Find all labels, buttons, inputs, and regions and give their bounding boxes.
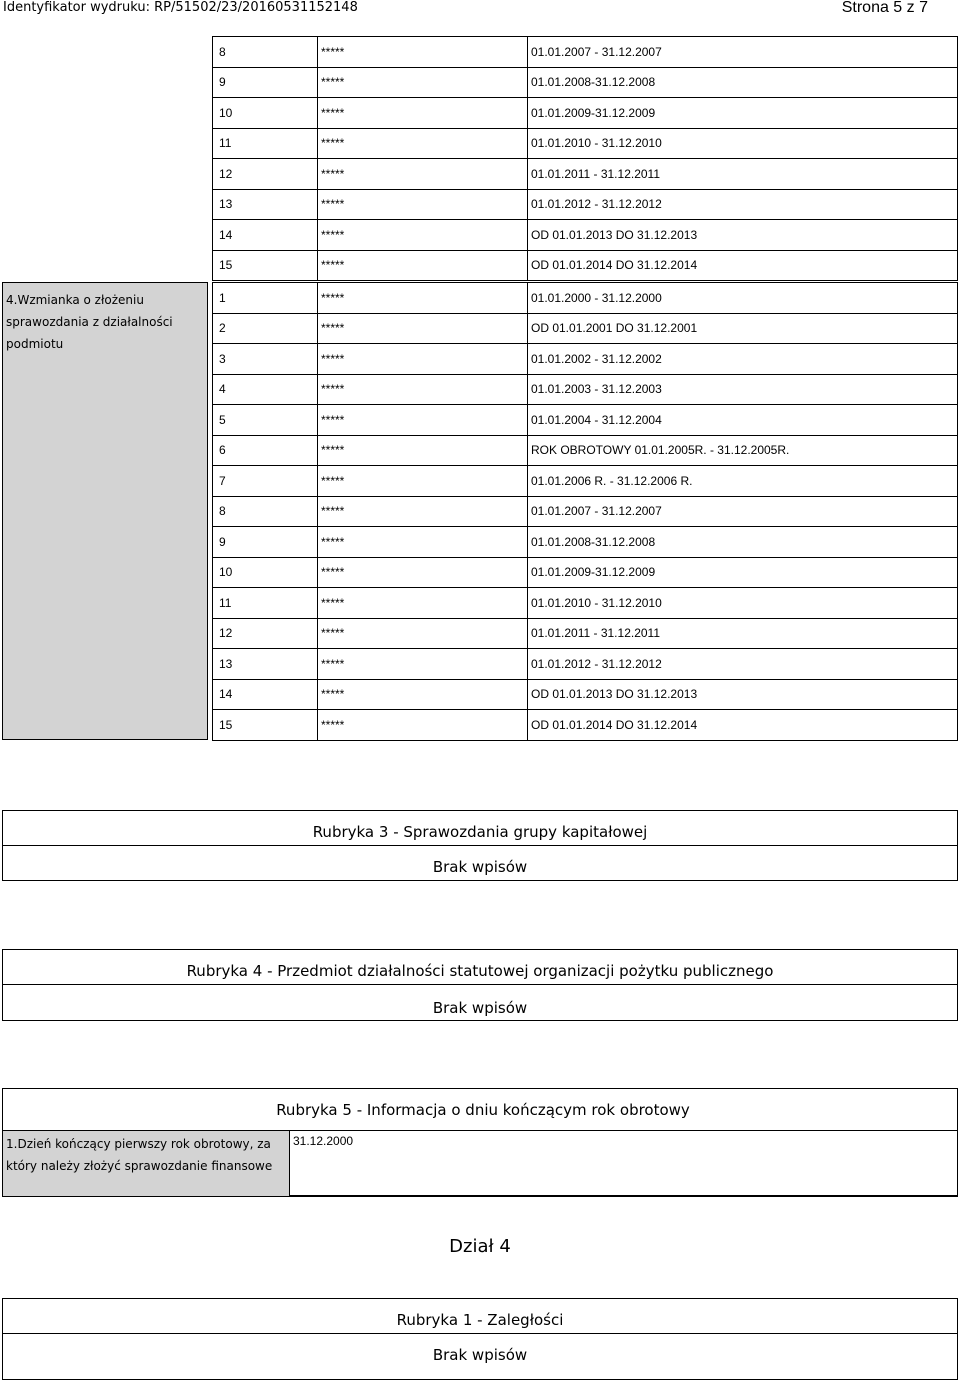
row-masked-value: ***** bbox=[318, 466, 528, 497]
table-row bbox=[213, 435, 958, 466]
row-number: 13 bbox=[213, 189, 318, 220]
row-number: 8 bbox=[213, 496, 318, 527]
table-row bbox=[213, 588, 958, 619]
section-4 bbox=[2, 282, 958, 740]
row-period: OD 01.01.2014 DO 31.12.2014 bbox=[528, 250, 958, 281]
row-number: 7 bbox=[213, 466, 318, 497]
row-masked-value: ***** bbox=[318, 557, 528, 588]
row-masked-value: ***** bbox=[318, 374, 528, 405]
row-period: 01.01.2002 - 31.12.2002 bbox=[528, 344, 958, 375]
table-row bbox=[213, 37, 958, 68]
table-row bbox=[213, 98, 958, 129]
table-row bbox=[213, 618, 958, 649]
row-masked-value: ***** bbox=[318, 588, 528, 619]
table-row bbox=[213, 189, 958, 220]
table-row bbox=[213, 250, 958, 281]
row-masked-value: ***** bbox=[318, 527, 528, 558]
row-number: 15 bbox=[213, 250, 318, 281]
row-period: ROK OBROTOWY 01.01.2005R. - 31.12.2005R. bbox=[528, 435, 958, 466]
row-masked-value: ***** bbox=[318, 128, 528, 159]
table-row bbox=[213, 220, 958, 251]
row-number: 10 bbox=[213, 557, 318, 588]
row-number: 11 bbox=[213, 588, 318, 619]
table-row bbox=[213, 313, 958, 344]
table-row bbox=[213, 679, 958, 710]
rubryka-5-value: 31.12.2000 bbox=[289, 1130, 958, 1197]
row-masked-value: ***** bbox=[318, 37, 528, 68]
row-number: 4 bbox=[213, 374, 318, 405]
row-masked-value: ***** bbox=[318, 283, 528, 314]
print-identifier: Identyfikator wydruku: RP/51502/23/20160531152148 bbox=[3, 0, 358, 15]
rubryka-4-divider bbox=[3, 984, 957, 985]
row-number: 12 bbox=[213, 159, 318, 190]
section-4-label: 4.Wzmianka o złożeniu sprawozdania z działalności podmiotu bbox=[2, 282, 208, 740]
row-period: 01.01.2007 - 31.12.2007 bbox=[528, 496, 958, 527]
row-masked-value: ***** bbox=[318, 220, 528, 251]
row-period: 01.01.2010 - 31.12.2010 bbox=[528, 128, 958, 159]
row-masked-value: ***** bbox=[318, 67, 528, 98]
table-row bbox=[213, 67, 958, 98]
row-period: 01.01.2008-31.12.2008 bbox=[528, 67, 958, 98]
row-period: 01.01.2006 R. - 31.12.2006 R. bbox=[528, 466, 958, 497]
rubryka-4-empty: Brak wpisów bbox=[432, 999, 528, 1017]
row-number: 9 bbox=[213, 67, 318, 98]
rubryka-1-empty: Brak wpisów bbox=[432, 1346, 528, 1364]
table-row bbox=[213, 557, 958, 588]
rubryka-4-title: Rubryka 4 - Przedmiot działalności statutowej organizacji pożytku publicznego bbox=[186, 962, 774, 980]
section-heading: Dział 4 bbox=[449, 1236, 511, 1257]
row-period: 01.01.2004 - 31.12.2004 bbox=[528, 405, 958, 436]
table-row bbox=[213, 159, 958, 190]
row-masked-value: ***** bbox=[318, 159, 528, 190]
rubryka-3-empty: Brak wpisów bbox=[432, 858, 528, 876]
table-row bbox=[213, 128, 958, 159]
row-period: OD 01.01.2013 DO 31.12.2013 bbox=[528, 679, 958, 710]
row-masked-value: ***** bbox=[318, 618, 528, 649]
row-period: 01.01.2007 - 31.12.2007 bbox=[528, 37, 958, 68]
row-masked-value: ***** bbox=[318, 649, 528, 680]
row-number: 9 bbox=[213, 527, 318, 558]
row-number: 10 bbox=[213, 98, 318, 129]
row-number: 1 bbox=[213, 283, 318, 314]
page-number: Strona 5 z 7 bbox=[841, 0, 928, 16]
row-masked-value: ***** bbox=[318, 679, 528, 710]
row-period: 01.01.2012 - 31.12.2012 bbox=[528, 649, 958, 680]
table-row bbox=[213, 466, 958, 497]
row-number: 13 bbox=[213, 649, 318, 680]
row-masked-value: ***** bbox=[318, 405, 528, 436]
row-number: 15 bbox=[213, 710, 318, 741]
row-period: 01.01.2012 - 31.12.2012 bbox=[528, 189, 958, 220]
rubryka-3 bbox=[2, 810, 958, 881]
rubryka-5-title: Rubryka 5 - Informacja o dniu kończącym rok obrotowy bbox=[276, 1101, 690, 1119]
row-period: 01.01.2010 - 31.12.2010 bbox=[528, 588, 958, 619]
table-row bbox=[213, 527, 958, 558]
row-number: 14 bbox=[213, 220, 318, 251]
row-number: 12 bbox=[213, 618, 318, 649]
row-masked-value: ***** bbox=[318, 189, 528, 220]
row-masked-value: ***** bbox=[318, 98, 528, 129]
row-period: 01.01.2009-31.12.2009 bbox=[528, 98, 958, 129]
rubryka-1 bbox=[2, 1298, 958, 1380]
table-row bbox=[213, 374, 958, 405]
rubryka-5 bbox=[2, 1088, 958, 1196]
row-masked-value: ***** bbox=[318, 496, 528, 527]
row-period: 01.01.2003 - 31.12.2003 bbox=[528, 374, 958, 405]
row-number: 2 bbox=[213, 313, 318, 344]
rubryka-1-divider bbox=[3, 1333, 957, 1334]
rubryka-4 bbox=[2, 949, 958, 1021]
row-period: 01.01.2009-31.12.2009 bbox=[528, 557, 958, 588]
row-number: 14 bbox=[213, 679, 318, 710]
row-period: 01.01.2011 - 31.12.2011 bbox=[528, 159, 958, 190]
row-period: OD 01.01.2014 DO 31.12.2014 bbox=[528, 710, 958, 741]
row-period: 01.01.2008-31.12.2008 bbox=[528, 527, 958, 558]
table-row bbox=[213, 649, 958, 680]
rubryka-1-title: Rubryka 1 - Zaległości bbox=[396, 1311, 564, 1329]
row-masked-value: ***** bbox=[318, 435, 528, 466]
table-row bbox=[213, 405, 958, 436]
rubryka-3-divider bbox=[3, 845, 957, 846]
row-period: 01.01.2000 - 31.12.2000 bbox=[528, 283, 958, 314]
row-period: OD 01.01.2001 DO 31.12.2001 bbox=[528, 313, 958, 344]
rubryka-5-label: 1.Dzień kończący pierwszy rok obrotowy, za który należy złożyć sprawozdanie finansowe bbox=[2, 1130, 290, 1197]
table-row bbox=[213, 283, 958, 314]
row-masked-value: ***** bbox=[318, 710, 528, 741]
table-row bbox=[213, 344, 958, 375]
row-masked-value: ***** bbox=[318, 250, 528, 281]
row-number: 3 bbox=[213, 344, 318, 375]
row-number: 5 bbox=[213, 405, 318, 436]
top-periods-table bbox=[212, 36, 958, 281]
row-period: 01.01.2011 - 31.12.2011 bbox=[528, 618, 958, 649]
section-4-table bbox=[212, 282, 958, 741]
row-masked-value: ***** bbox=[318, 313, 528, 344]
row-number: 8 bbox=[213, 37, 318, 68]
row-period: OD 01.01.2013 DO 31.12.2013 bbox=[528, 220, 958, 251]
row-number: 11 bbox=[213, 128, 318, 159]
table-row bbox=[213, 710, 958, 741]
row-masked-value: ***** bbox=[318, 344, 528, 375]
rubryka-3-title: Rubryka 3 - Sprawozdania grupy kapitałowej bbox=[312, 823, 648, 841]
table-row bbox=[213, 496, 958, 527]
row-number: 6 bbox=[213, 435, 318, 466]
